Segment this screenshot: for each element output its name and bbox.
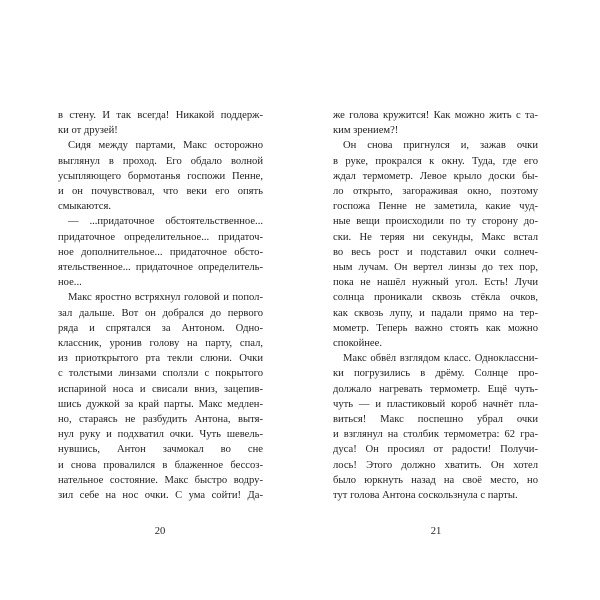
text-line: Макс обвёл взглядом класс. Одноклассни- [343,353,538,365]
text-line: чуть — и пластиковый короб начнёт пла- [333,398,538,410]
text-line: Макс яростно встряхнул головой и попол- [68,292,263,304]
text-line: но, стараясь не разбудить Антона, вытя- [58,414,263,426]
text-line: в руке, прокрался к окну. Туда, где его [333,155,538,167]
text-line: нул руку и подхватил очки. Чуть шевель- [58,429,263,441]
text-line: же голова кружится! Как можно жить с та- [333,110,538,121]
text-line: пока не нашёл нужный угол. Есть! Лучи [333,277,538,289]
text-line: смыкаются. [58,201,111,213]
text-line: испариной носа и свисали вниз, зацепив- [58,383,263,395]
text-line: ятельственное... придаточное определитель- [58,262,263,274]
text-line: из приоткрытого рта текли слюни. Очки [58,353,263,365]
text-line: тут голова Антона соскользнула с парты. [333,490,518,502]
text-line: и взглянул на столбик термометра: 62 гра- [333,429,538,441]
text-line: ло открыто, загораживая окно, поэтому [333,186,538,198]
text-line: Сидя между партами, Макс осторожно [68,140,263,152]
right-page-number: 21 [430,526,442,537]
text-line: лось! Этого должно хватить. Он хотел [333,459,538,471]
text-line: виться! Макс поспешно убрал очки [333,414,538,426]
text-line: и он почувствовал, что веки его опять [58,186,263,198]
text-line: ки погрузились в дрёму. Солнце про- [333,368,538,380]
text-line: как сквозь лупу, и падали прямо на тер- [333,307,538,319]
text-line: ски. Не теряя ни секунды, Макс встал [333,231,538,243]
text-line: спокойнее. [333,338,382,350]
text-line: ным лучам. Он вертел линзы до тех пор, [333,262,538,274]
text-line: ждал термометр. Левое крыло доски бы- [333,170,538,182]
text-line: выглянул в проход. Его обдало волной [58,155,263,167]
text-line: мометр. Теперь важно стоять как можно [333,322,538,334]
text-line: ные вещи происходили по ту сторону до- [333,216,538,228]
text-line: ким зрением?! [333,125,399,137]
text-line: ное дополнительное... придаточное обсто- [58,246,263,258]
right-page-text [333,108,538,503]
text-line: было юркнуть назад на своё место, но [333,474,538,486]
text-line: усыпляющего бормотанья госпожи Пенне, [58,170,263,182]
left-page-number: 20 [154,526,166,537]
text-line: должало нагревать термометр. Ещё чуть- [333,383,538,395]
text-line: ряда и спрятался за Антоном. Одно- [58,322,263,334]
text-line: ки от друзей! [58,125,118,137]
text-line: ное... [58,277,82,289]
text-line: шись дужкой за край парты. Макс медлен- [58,398,263,410]
left-page-text [58,108,263,503]
text-line: придаточное определительное... придаточ- [58,231,263,243]
text-line: в стену. И так всегда! Никакой поддерж- [58,110,263,121]
text-line: классник, уронив голову на парту, спал, [58,338,263,350]
text-line: во весь рост и подставил очки солнеч- [333,246,538,258]
text-line: нательное состояние. Макс быстро водру- [58,474,263,486]
text-line: и снова провалился в блаженное бессоз- [58,459,263,471]
text-line: — ...придаточное обстоятельственное... [68,216,263,228]
text-line: дуса! Он просиял от радости! Получи- [333,444,538,456]
text-line: зал дальше. Вот он добрался до первого [58,307,263,319]
text-line: с толстыми линзами сползли с покрытого [58,368,263,380]
text-line: Он снова пригнулся и, зажав очки [343,140,538,152]
text-line: солнца проникали сквозь стёкла очков, [333,292,538,304]
text-line: зил себе на нос очки. С ума сойти! Да- [58,490,263,502]
text-line: нувшись, Антон зачмокал во сне [58,444,263,456]
text-line: госпожа Пенне не заметила, какие чуд- [333,201,538,213]
